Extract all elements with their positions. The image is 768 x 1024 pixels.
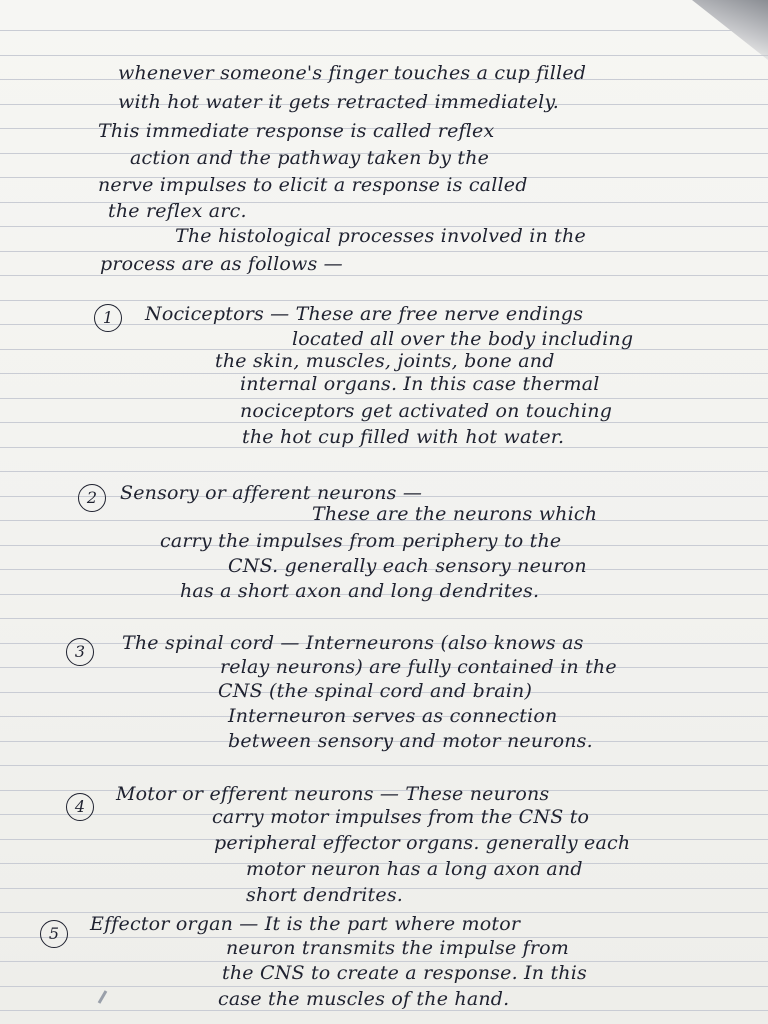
ruled-line bbox=[0, 618, 768, 619]
item-1-line: internal organs. In this case thermal bbox=[240, 373, 600, 395]
ruled-line bbox=[0, 1010, 768, 1011]
intro-line: with hot water it gets retracted immediately. bbox=[118, 91, 559, 113]
item-1-line: the skin, muscles, joints, bone and bbox=[215, 350, 555, 372]
item-3-line: The spinal cord — Interneurons (also knows as bbox=[122, 632, 584, 654]
item-3-line: relay neurons) are fully contained in the bbox=[220, 656, 617, 678]
intro-line: process are as follows — bbox=[100, 253, 343, 275]
item-1-line: located all over the body including bbox=[292, 328, 634, 350]
item-4-line: Motor or efferent neurons — These neurons bbox=[116, 783, 550, 805]
ruled-line bbox=[0, 251, 768, 252]
intro-line: This immediate response is called reflex bbox=[98, 120, 495, 142]
item-5-line: case the muscles of the hand. bbox=[218, 988, 510, 1010]
item-5-line: Effector organ — It is the part where motor bbox=[90, 913, 521, 935]
item-4-line: carry motor impulses from the CNS to bbox=[212, 806, 590, 828]
intro-line: the reflex arc. bbox=[108, 200, 247, 222]
ruled-line bbox=[0, 30, 768, 31]
item-4-line: motor neuron has a long axon and bbox=[246, 858, 583, 880]
item-3-line: Interneuron serves as connection bbox=[228, 705, 558, 727]
item-1-line: nociceptors get activated on touching bbox=[240, 400, 613, 422]
item-4-line: short dendrites. bbox=[246, 884, 404, 906]
intro-line: nerve impulses to elicit a response is called bbox=[98, 174, 528, 196]
item-3-line: CNS (the spinal cord and brain) bbox=[218, 680, 533, 702]
item-2-line: Sensory or afferent neurons — bbox=[120, 482, 423, 504]
item-number-2: 2 bbox=[78, 484, 106, 512]
ruled-line bbox=[0, 471, 768, 472]
intro-line: whenever someone's finger touches a cup filled bbox=[118, 62, 587, 84]
ruled-line bbox=[0, 398, 768, 399]
item-number-3: 3 bbox=[66, 638, 94, 666]
ruled-line bbox=[0, 275, 768, 276]
item-4-line: peripheral effector organs. generally each bbox=[214, 832, 631, 854]
ruled-line bbox=[0, 422, 768, 423]
item-number-1: 1 bbox=[94, 304, 122, 332]
ruled-line bbox=[0, 986, 768, 987]
item-2-line: CNS. generally each sensory neuron bbox=[228, 555, 587, 577]
intro-line: action and the pathway taken by the bbox=[130, 147, 490, 169]
ruled-line bbox=[0, 55, 768, 56]
item-2-line: carry the impulses from periphery to the bbox=[160, 530, 562, 552]
item-number-4: 4 bbox=[66, 793, 94, 821]
item-number-5: 5 bbox=[40, 920, 68, 948]
ruled-line bbox=[0, 765, 768, 766]
item-3-line: between sensory and motor neurons. bbox=[228, 730, 593, 752]
pen-mark bbox=[98, 990, 108, 1004]
item-5-line: the CNS to create a response. In this bbox=[222, 962, 587, 984]
item-2-line: has a short axon and long dendrites. bbox=[180, 580, 540, 602]
item-5-line: neuron transmits the impulse from bbox=[226, 937, 569, 959]
item-1-line: Nociceptors — These are free nerve endings bbox=[145, 303, 584, 325]
intro-line: The histological processes involved in the bbox=[175, 225, 586, 247]
item-2-line: These are the neurons which bbox=[312, 503, 598, 525]
item-1-line: the hot cup filled with hot water. bbox=[242, 426, 565, 448]
ruled-line bbox=[0, 300, 768, 301]
